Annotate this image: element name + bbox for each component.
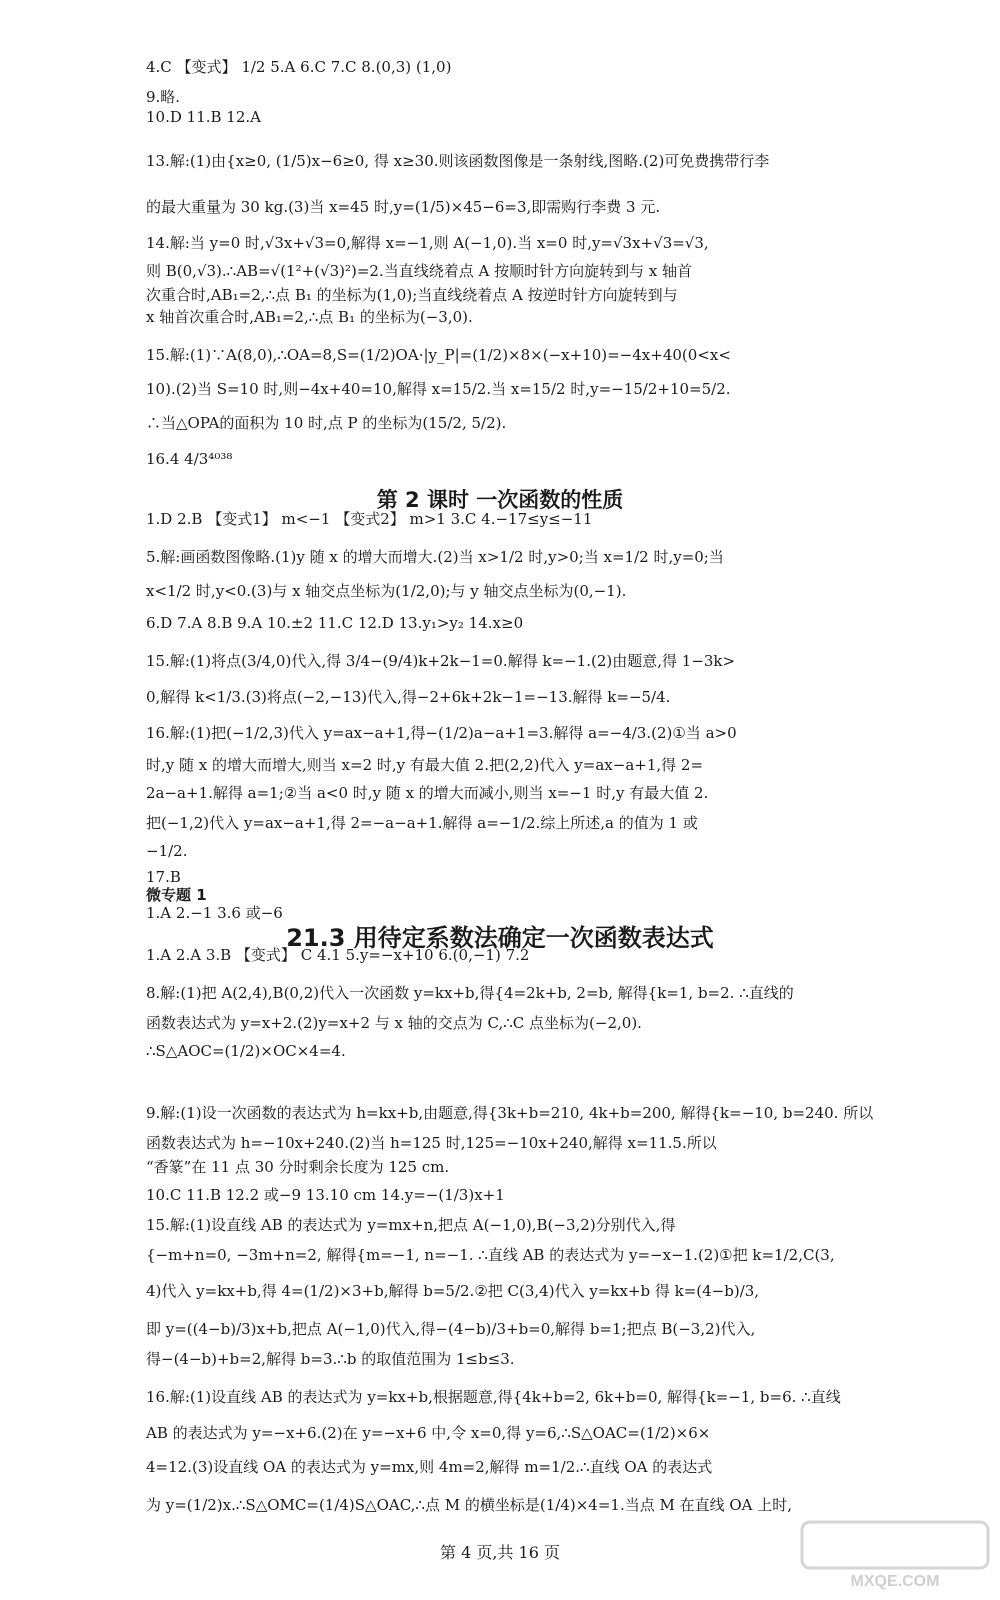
- answer-line: 即 y=((4−b)/3)x+b,把点 A(−1,0)代入,得−(4−b)/3+b=0,解得 b=1;把点 B(−3,2)代入,: [146, 1320, 756, 1338]
- answer-line: “香篆”在 11 点 30 分时剩余长度为 125 cm.: [146, 1158, 450, 1176]
- answer-line: 函数表达式为 h=−10x+240.(2)当 h=125 时,125=−10x+240,解得 x=11.5.所以: [146, 1134, 717, 1152]
- answer-line: 10).(2)当 S=10 时,则−4x+40=10,解得 x=15/2.当 x=15/2 时,y=−15/2+10=5/2.: [146, 380, 731, 398]
- answer-line: 的最大重量为 30 kg.(3)当 x=45 时,y=(1/5)×45−6=3,即需购行李费 3 元.: [146, 198, 661, 216]
- answer-line: 9.解:(1)设一次函数的表达式为 h=kx+b,由题意,得{3k+b=210, 4k+b=200, 解得{k=−10, b=240. 所以: [146, 1104, 874, 1122]
- answer-line: 17.B: [146, 868, 181, 886]
- answer-line: 把(−1,2)代入 y=ax−a+1,得 2=−a−a+1.解得 a=−1/2.综上所述,a 的值为 1 或: [146, 814, 698, 832]
- answer-line: x<1/2 时,y<0.(3)与 x 轴交点坐标为(1/2,0);与 y 轴交点坐标为(0,−1).: [146, 582, 627, 600]
- watermark-logo: [800, 1520, 990, 1592]
- answer-line: 16.4 4/3⁴⁰³⁸: [146, 450, 233, 468]
- answer-line: 4=12.(3)设直线 OA 的表达式为 y=mx,则 4m=2,解得 m=1/2.∴直线 OA 的表达式: [146, 1458, 713, 1476]
- answer-line: −1/2.: [146, 842, 188, 860]
- answer-line: 为 y=(1/2)x.∴S△OMC=(1/4)S△OAC,∴点 M 的横坐标是(1/4)×4=1.当点 M 在直线 OA 上时,: [146, 1496, 793, 1514]
- answer-line: 0,解得 k<1/3.(3)将点(−2,−13)代入,得−2+6k+2k−1=−13.解得 k=−5/4.: [146, 688, 671, 706]
- answer-line: 则 B(0,√3).∴AB=√(1²+(√3)²)=2.当直线绕着点 A 按顺时针方向旋转到与 x 轴首: [146, 262, 693, 280]
- answer-line: 5.解:画函数图像略.(1)y 随 x 的增大而增大.(2)当 x>1/2 时,y>0;当 x=1/2 时,y=0;当: [146, 548, 724, 566]
- section-heading: 21.3 用待定系数法确定一次函数表达式: [286, 924, 714, 952]
- answer-line: 次重合时,AB₁=2,∴点 B₁ 的坐标为(1,0);当直线绕着点 A 按逆时针方向旋转到与: [146, 286, 678, 304]
- answer-line: 15.解:(1)将点(3/4,0)代入,得 3/4−(9/4)k+2k−1=0.解得 k=−1.(2)由题意,得 1−3k>: [146, 652, 736, 670]
- answer-line: 函数表达式为 y=x+2.(2)y=x+2 与 x 轴的交点为 C,∴C 点坐标为(−2,0).: [146, 1014, 642, 1032]
- answer-line: 16.解:(1)把(−1/2,3)代入 y=ax−a+1,得−(1/2)a−a+1=3.解得 a=−4/3.(2)①当 a>0: [146, 724, 737, 742]
- answer-line: {−m+n=0, −3m+n=2, 解得{m=−1, n=−1. ∴直线 AB 的表达式为 y=−x−1.(2)①把 k=1/2,C(3,: [146, 1246, 835, 1264]
- answer-line: 4.C 【变式】 1/2 5.A 6.C 7.C 8.(0,3) (1,0): [146, 58, 452, 76]
- answer-line: ∴当△OPA的面积为 10 时,点 P 的坐标为(15/2, 5/2).: [146, 414, 507, 432]
- answer-line: 16.解:(1)设直线 AB 的表达式为 y=kx+b,根据题意,得{4k+b=2, 6k+b=0, 解得{k=−1, b=6. ∴直线: [146, 1388, 841, 1406]
- micro-topic-label: 微专题 1: [146, 886, 207, 904]
- answer-line: 9.略.: [146, 88, 181, 106]
- answer-line: 6.D 7.A 8.B 9.A 10.±2 11.C 12.D 13.y₁>y₂ 14.x≥0: [146, 614, 524, 632]
- answer-line: 10.D 11.B 12.A: [146, 108, 261, 126]
- answer-line: AB 的表达式为 y=−x+6.(2)在 y=−x+6 中,令 x=0,得 y=6,∴S△OAC=(1/2)×6×: [146, 1424, 711, 1442]
- answer-line: 时,y 随 x 的增大而增大,则当 x=2 时,y 有最大值 2.把(2,2)代入 y=ax−a+1,得 2=: [146, 756, 704, 774]
- answer-line: x 轴首次重合时,AB₁=2,∴点 B₁ 的坐标为(−3,0).: [146, 308, 473, 326]
- answer-line: 得−(4−b)+b=2,解得 b=3.∴b 的取值范围为 1≤b≤3.: [146, 1350, 515, 1368]
- answer-line: ∴S△AOC=(1/2)×OC×4=4.: [146, 1042, 346, 1060]
- watermark-text: MXQE.COM: [850, 1573, 940, 1590]
- answer-line: 1.D 2.B 【变式1】 m<−1 【变式2】 m>1 3.C 4.−17≤y≤−11: [146, 510, 593, 528]
- page-footer: 第 4 页,共 16 页: [440, 1543, 560, 1562]
- answer-line: 1.A 2.A 3.B 【变式】 C 4.1 5.y=−x+10 6.(0,−1) 7.2: [146, 946, 530, 964]
- answer-line: 14.解:当 y=0 时,√3x+√3=0,解得 x=−1,则 A(−1,0).当 x=0 时,y=√3x+√3=√3,: [146, 234, 709, 252]
- answer-line: 1.A 2.−1 3.6 或−6: [146, 904, 283, 922]
- answer-line: 8.解:(1)把 A(2,4),B(0,2)代入一次函数 y=kx+b,得{4=2k+b, 2=b, 解得{k=1, b=2. ∴直线的: [146, 984, 794, 1002]
- answer-line: 10.C 11.B 12.2 或−9 13.10 cm 14.y=−(1/3)x+1: [146, 1186, 505, 1204]
- answer-line: 2a−a+1.解得 a=1;②当 a<0 时,y 随 x 的增大而减小,则当 x=−1 时,y 有最大值 2.: [146, 784, 709, 802]
- answer-line: 4)代入 y=kx+b,得 4=(1/2)×3+b,解得 b=5/2.②把 C(3,4)代入 y=kx+b 得 k=(4−b)/3,: [146, 1282, 760, 1300]
- section-heading: 第 2 课时 一次函数的性质: [376, 488, 624, 512]
- answer-line: 13.解:(1)由{x≥0, (1/5)x−6≥0, 得 x≥30.则该函数图像是一条射线,图略.(2)可免费携带行李: [146, 152, 770, 170]
- answer-line: 15.解:(1)设直线 AB 的表达式为 y=mx+n,把点 A(−1,0),B(−3,2)分别代入,得: [146, 1216, 676, 1234]
- answer-line: 15.解:(1)∵A(8,0),∴OA=8,S=(1/2)OA·|y_P|=(1/2)×8×(−x+10)=−4x+40(0<x<: [146, 346, 731, 364]
